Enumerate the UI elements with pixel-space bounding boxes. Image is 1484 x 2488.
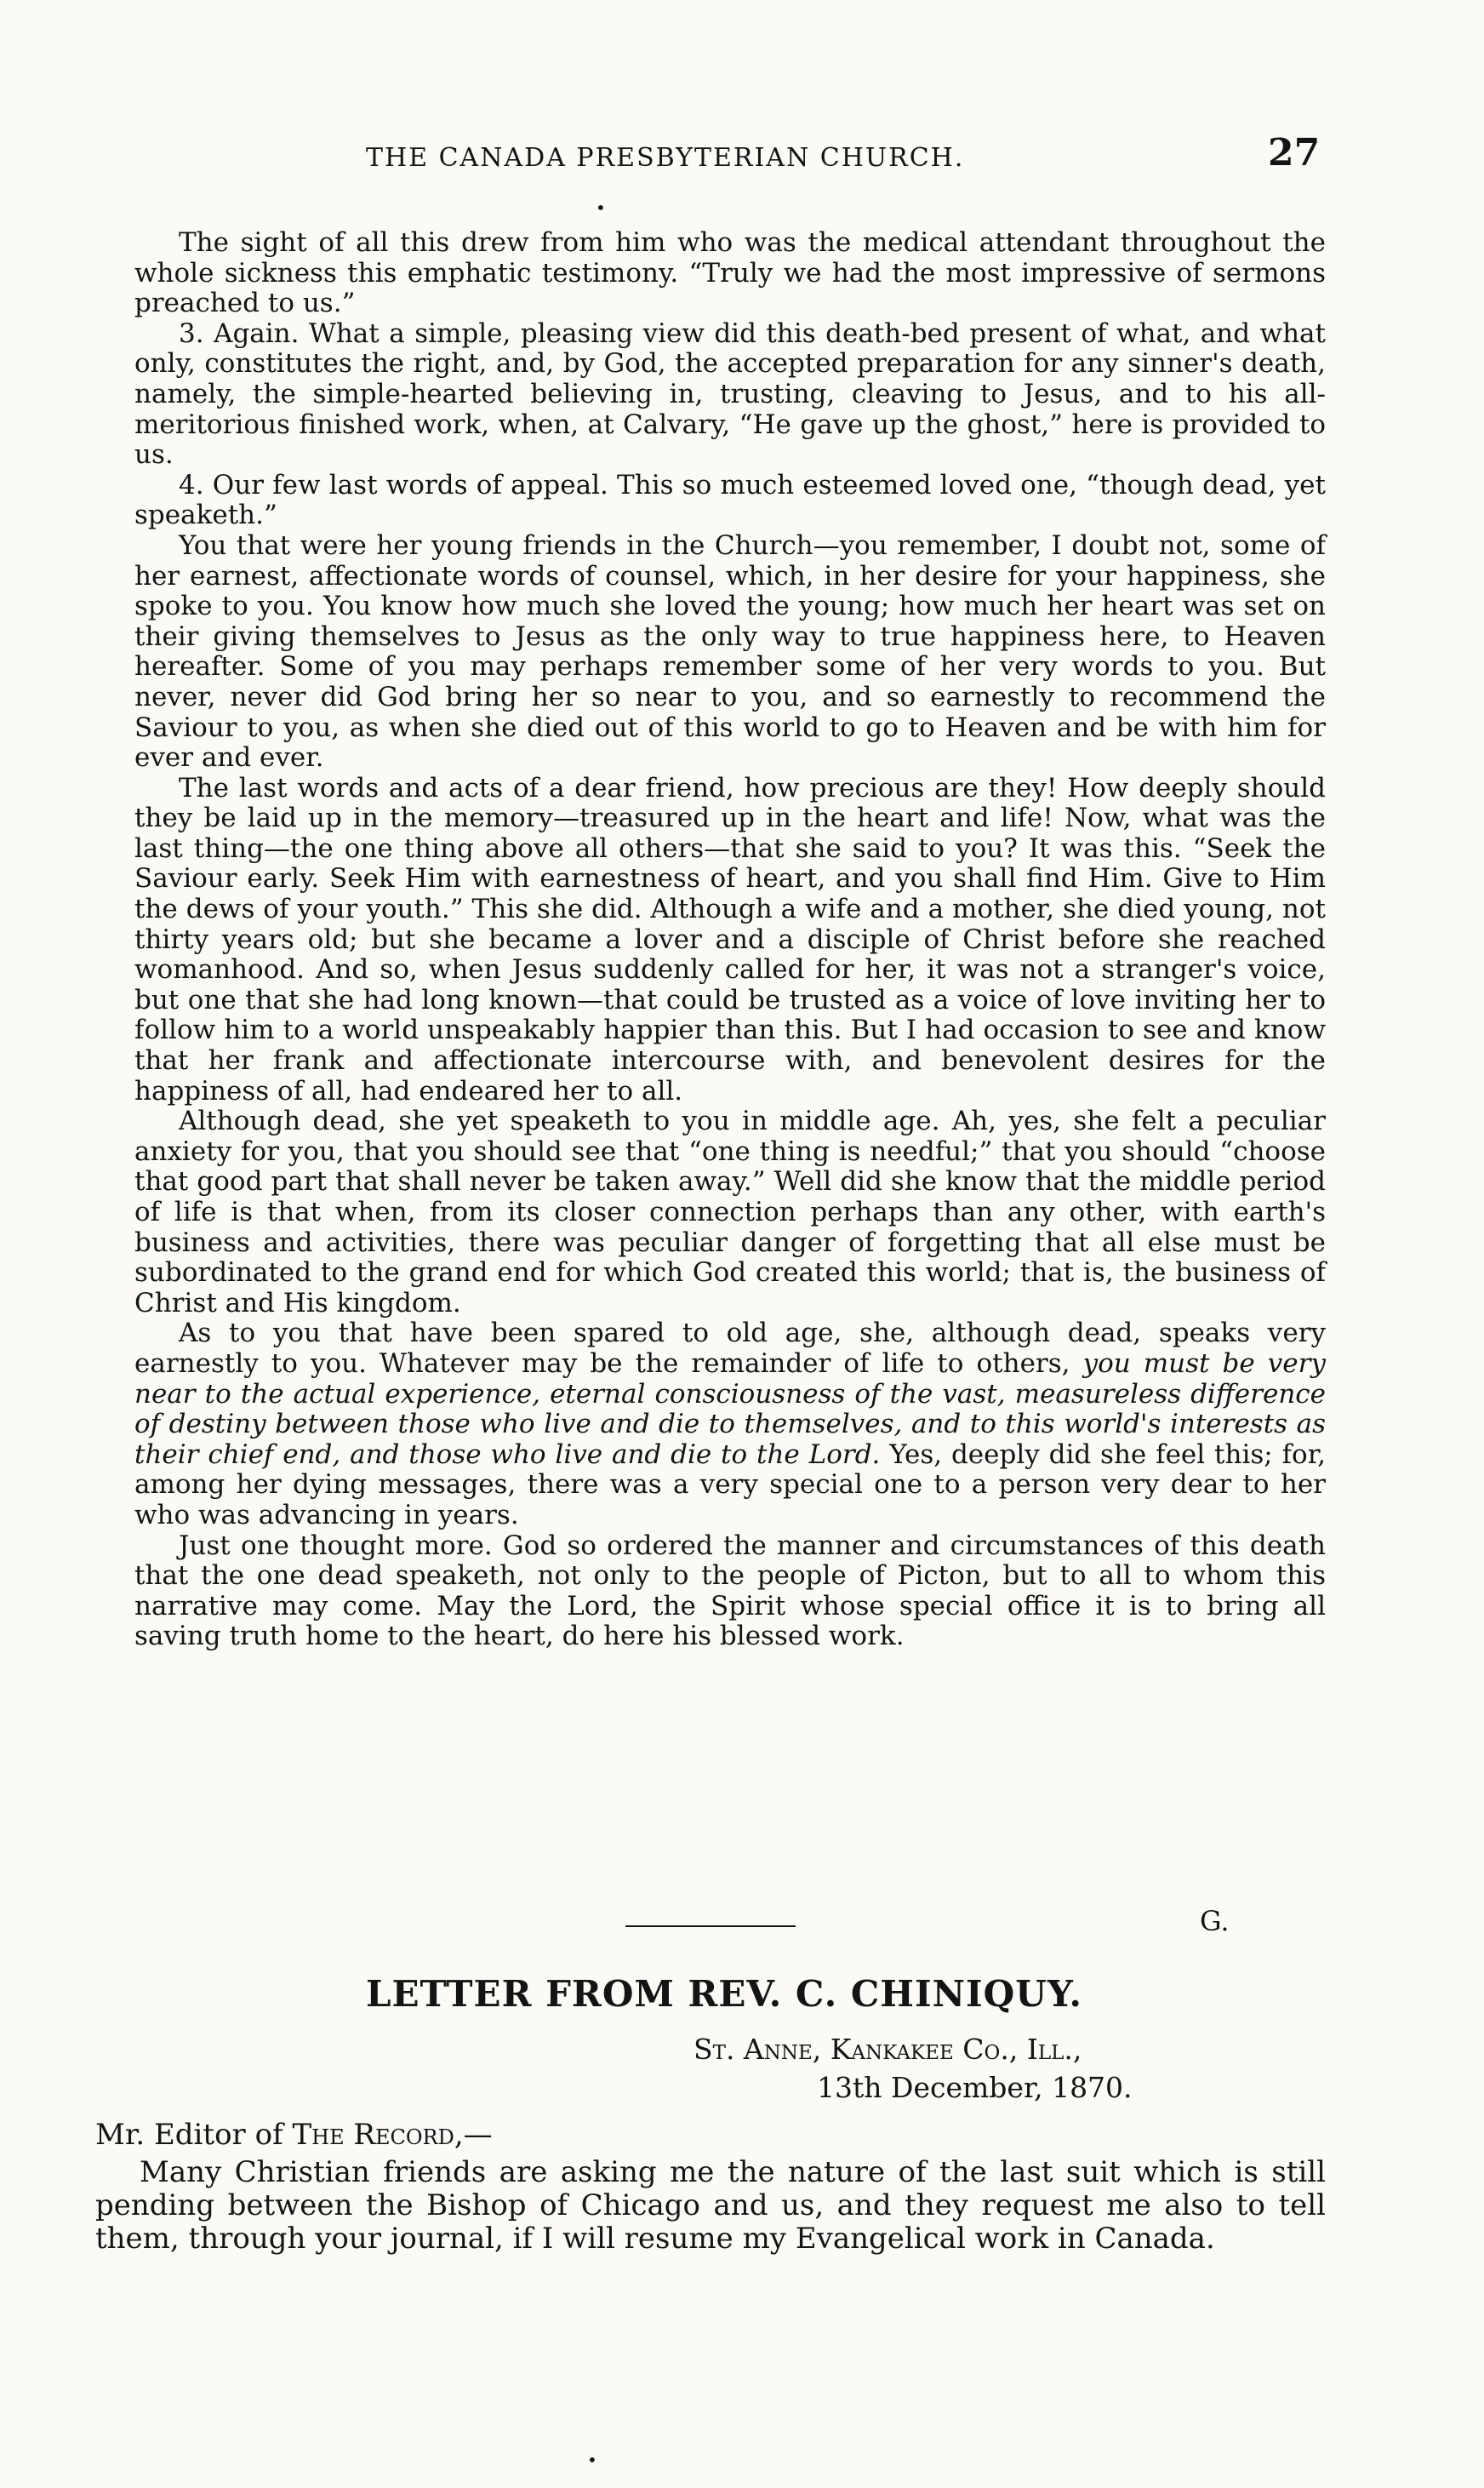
paragraph-1: The sight of all this drew from him who was the medical attendant throughout the whole sickness this emphatic testimony. “Truly we had the most impressive of sermons preached to us.”	[134, 227, 1326, 319]
print-speck: •	[596, 197, 606, 218]
paragraph-5: The last words and acts of a dear friend, how precious are they! How deeply should they be laid up in the memory—treasured up in the heart and life! Now, what was the last thing—the one thing above all others—that she said to you? It was this. “Seek the Saviour early. Seek Him with earnestness of heart, and you shall find Him. Give to Him the dews of your youth.” This she did. Although a wife and a mother, she died young, not thirty years old; but she became a lover and a disciple of Christ before she reached womanhood. And so, when Jesus suddenly called for her, it was not a stranger's voice, but one that she had long known—that could be trusted as a voice of love inviting her to follow him to a world unspeakably happier than this. But I had occasion to see and know that her frank and affectionate intercourse with, and benevolent desires for the happiness of all, had endeared her to all.	[134, 772, 1326, 1107]
paragraph-7-lead: As to you that have been spared to old age, she, although dead, speaks very earnestly to you. Whatever may be the remainder of life to others,	[134, 1318, 1326, 1379]
dateline-date: 13th December, 1870.	[817, 2071, 1133, 2104]
letter-body: Many Christian friends are asking me the nature of the last suit which is still pending between the Bishop of Chicago and us, and they request me also to tell them, through your journal, if I will resume my Evangelical work in Canada.	[95, 2155, 1326, 2256]
salutation-prefix: Mr. Editor of	[95, 2118, 283, 2152]
paragraph-3: 4. Our few last words of appeal. This so much esteemed loved one, “though dead, yet speaketh.”	[134, 469, 1326, 531]
running-title: THE CANADA PRESBYTERIAN CHURCH.	[366, 143, 965, 173]
paragraph-7	[134, 1318, 1326, 1530]
paragraph-6: Although dead, she yet speaketh to you in middle age. Ah, yes, she felt a peculiar anxiety for you, that you should see that “one thing is needful;” that you should “choose that good part that shall never be taken away.” Well did she know that the middle period of life is that when, from its closer connection perhaps than any other, with earth's business and activities, there was peculiar danger of forgetting that all else must be subordinated to the grand end for which God created this world; that is, the business of Christ and His kingdom.	[134, 1106, 1326, 1318]
print-speck: •	[587, 2450, 597, 2470]
article-body	[134, 228, 1326, 1652]
letter-heading: LETTER FROM REV. C. CHINIQUY.	[366, 1973, 1083, 2015]
article-signature: G.	[1200, 1905, 1230, 1937]
paragraph-7-italic: you must be very near to the actual experience, eternal consciousness of the vast, measureless difference of destiny between those who live and die to themselves, and to this world's interests as their chief end, and those who live and die to the Lord.	[134, 1347, 1326, 1470]
paragraph-4: You that were her young friends in the Church—you remember, I doubt not, some of her earnest, affectionate words of counsel, which, in her desire for your happiness, she spoke to you. You know how much she loved the young; how much her heart was set on their giving themselves to Jesus as the only way to true happiness here, to Heaven hereafter. Some of you may perhaps remember some of her very words to you. But never, never did God bring her so near to you, and so earnestly to recommend the Saviour to you, as when she died out of this world to go to Heaven and be with him for ever and ever.	[134, 529, 1326, 774]
paragraph-2: 3. Again. What a simple, pleasing view did this death-bed present of what, and what only, constitutes the right, and, by God, the accepted preparation for any sinner's death, namely, the simple-hearted believing in, trusting, cleaving to Jesus, and to his all-meritorious finished work, when, at Calvary, “He gave up the ghost,” here is provided to us.	[134, 317, 1326, 471]
dateline-place: St. Anne, Kankakee Co., Ill.,	[693, 2033, 1082, 2066]
section-rule	[625, 1925, 796, 1927]
letter-salutation	[95, 2118, 493, 2152]
page-number: 27	[1268, 131, 1321, 174]
paragraph-8: Just one thought more. God so ordered the manner and circumstances of this death that the one dead speaketh, not only to the people of Picton, but to all to whom this narrative may come. May the Lord, the Spirit whose special office it is to bring all saving truth home to the heart, do here his blessed work.	[134, 1530, 1326, 1652]
running-head	[0, 128, 1484, 179]
paragraph-7-tail: Yes, deeply did she feel this; for, among her dying messages, there was a very special one to a person very dear to her who was advancing in years.	[134, 1438, 1326, 1530]
salutation-publication: The Record,—	[292, 2118, 493, 2152]
